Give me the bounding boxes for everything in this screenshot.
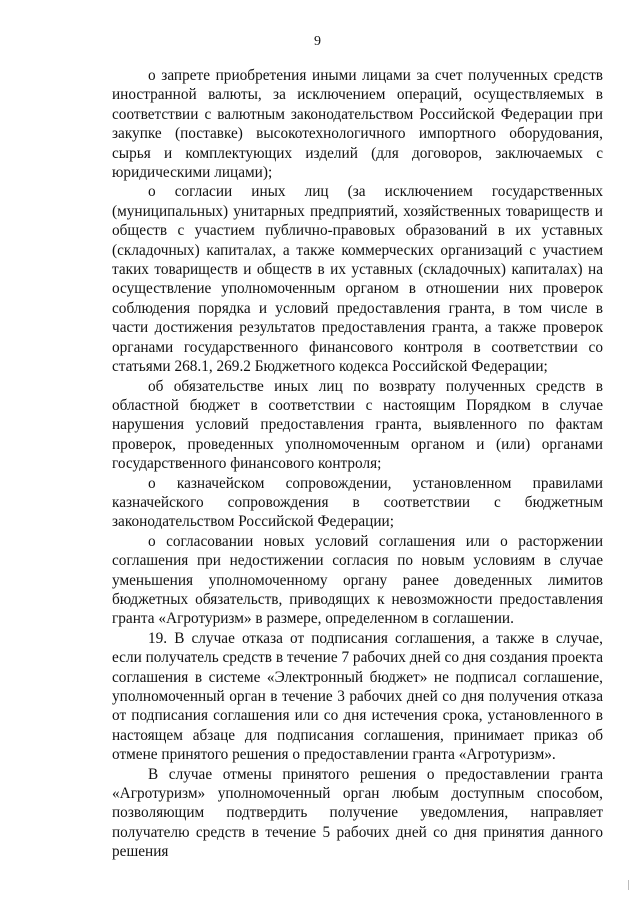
paragraph-clause-19: 19. В случае отказа от подписания соглашения, а также в случае, если получатель средств в течение 7 рабочих дней со дня создания проекта соглашения в системе «Электронный бюджет» не подписал соглашение, уполномоченный орган в течение 3 рабочих дней со дня получения отказа от подписания соглашения или со дня истечения срока, установленного в настоящем абзаце для подписания соглашения, принимает приказ об отмене принятого решения о предоставлении гранта «Агротуризм».	[112, 629, 603, 764]
paragraph-refund-obligation: об обязательстве иных лиц по возврату полученных средств в областной бюджет в соответствии с настоящим Порядком в случае нарушения условий предоставления гранта, выявленного по фактам проверок, проведенных уполномоченным органом и (или) органами государственного финансового контроля;	[112, 377, 603, 473]
page-number: 9	[314, 34, 321, 49]
document-body	[112, 66, 603, 862]
scan-edge-mark	[628, 880, 629, 890]
paragraph-treasury-support: о казначейском сопровождении, установленном правилами казначейского сопровождения в соответствии с бюджетным законодательством Российской Федерации;	[112, 474, 603, 531]
paragraph-foreign-currency-ban: о запрете приобретения иными лицами за счет полученных средств иностранной валюты, за исключением операций, осуществляемых в соответствии с валютным законодательством Российской Федерации при закупке (поставке) высокотехнологичного импортного оборудования, сырья и комплектующих изделий (для договоров, заключаемых с юридическими лицами);	[112, 67, 603, 182]
paragraph-new-conditions: о согласовании новых условий соглашения или о расторжении соглашения при недостижении согласия по новым условиям в случае уменьшения уполномоченному органу ранее доведенных лимитов бюджетных обязательств, приводящих к невозможности предоставления гранта «Агротуризм» в размере, определенном в соглашении.	[112, 532, 603, 628]
paragraph-cancellation: В случае отмены принятого решения о предоставлении гранта «Агротуризм» уполномоченный орган любым доступным способом, позволяющим подтвердить получение уведомления, направляет получателю средств в течение 5 рабочих дней со дня принятия данного решения	[112, 765, 603, 861]
paragraph-inspection-consent: о согласии иных лиц (за исключением государственных (муниципальных) унитарных предприятий, хозяйственных товариществ и обществ с участием публично-правовых образований в их уставных (складочных) капиталах, а также коммерческих организаций с участием таких товариществ и обществ в их уставных (складочных) капиталах) на осуществление уполномоченным органом в отношении них проверок соблюдения порядка и условий предоставления гранта, в том числе в части достижения результатов предоставления гранта, а также проверок органами государственного финансового контроля в соответствии со статьями 268.1, 269.2 Бюджетного кодекса Российской Федерации;	[112, 183, 603, 376]
